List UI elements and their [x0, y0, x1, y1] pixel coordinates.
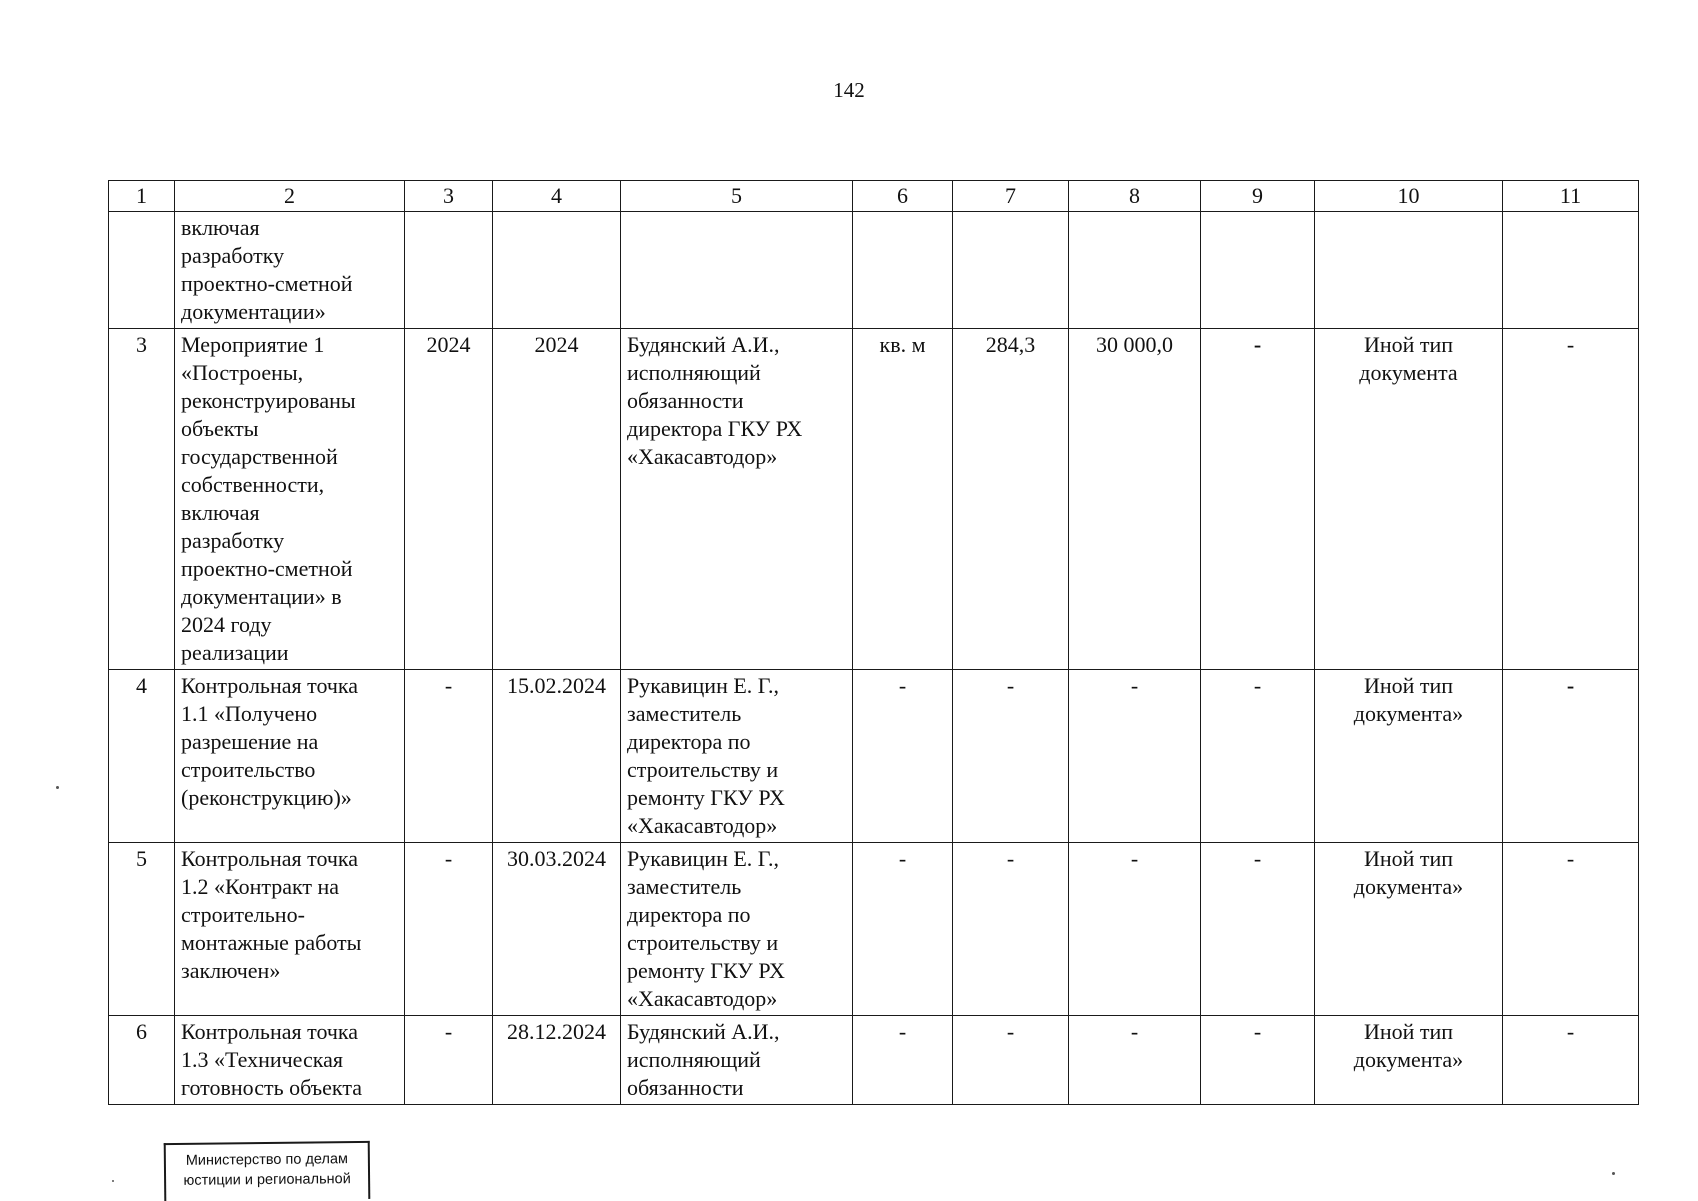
cell-empty: [1069, 212, 1201, 329]
header-cell: 6: [853, 181, 953, 212]
cell-col9: -: [1201, 1016, 1315, 1105]
cell-empty: [953, 212, 1069, 329]
cell-col11: -: [1503, 329, 1639, 670]
cell-responsible: Будянский А.И., исполняющий обязанности: [621, 1016, 853, 1105]
cell-col9: -: [1201, 329, 1315, 670]
cell-col11: -: [1503, 670, 1639, 843]
plan-table: [108, 180, 1639, 1105]
table-row: [109, 1016, 1639, 1105]
scan-speck: [112, 1180, 114, 1182]
stamp-line: юстиции и региональной: [183, 1171, 351, 1189]
table-row: [109, 670, 1639, 843]
cell-responsible: Будянский А.И., исполняющий обязанности директора ГКУ РХ «Хакасавтодор»: [621, 329, 853, 670]
table-row: [109, 843, 1639, 1016]
table-row: [109, 329, 1639, 670]
header-cell: 5: [621, 181, 853, 212]
cell-amount: -: [1069, 670, 1201, 843]
cell-date: 30.03.2024: [493, 843, 621, 1016]
header-cell: 7: [953, 181, 1069, 212]
cell-name: Контрольная точка 1.2 «Контракт на строительно- монтажные работы заключен»: [175, 843, 405, 1016]
cell-unit: -: [853, 843, 953, 1016]
cell-start-year: -: [405, 670, 493, 843]
cell-start-year: 2024: [405, 329, 493, 670]
cell-empty: [621, 212, 853, 329]
cell-num: 5: [109, 843, 175, 1016]
cell-doc-type: Иной тип документа»: [1315, 670, 1503, 843]
cell-date: 28.12.2024: [493, 1016, 621, 1105]
cell-date: 15.02.2024: [493, 670, 621, 843]
cell-amount: -: [1069, 843, 1201, 1016]
cell-unit: кв. м: [853, 329, 953, 670]
cell-date: 2024: [493, 329, 621, 670]
cell-name: включая разработку проектно-сметной документации»: [175, 212, 405, 329]
cell-name: Мероприятие 1 «Построены, реконструированы объекты государственной собственности, включая разработку проектно-сметной документации» в 2024 году реализации: [175, 329, 405, 670]
cell-value: -: [953, 1016, 1069, 1105]
cell-empty: [1315, 212, 1503, 329]
header-cell: 9: [1201, 181, 1315, 212]
cell-col9: -: [1201, 670, 1315, 843]
cell-doc-type: Иной тип документа: [1315, 329, 1503, 670]
scan-speck: [56, 786, 59, 789]
header-cell: 8: [1069, 181, 1201, 212]
cell-empty: [493, 212, 621, 329]
cell-amount: -: [1069, 1016, 1201, 1105]
cell-unit: -: [853, 1016, 953, 1105]
cell-num: 6: [109, 1016, 175, 1105]
cell-responsible: Рукавицин Е. Г., заместитель директора по строительству и ремонту ГКУ РХ «Хакасавтодор»: [621, 670, 853, 843]
header-cell: 2: [175, 181, 405, 212]
cell-col11: -: [1503, 843, 1639, 1016]
cell-empty: [1503, 212, 1639, 329]
cell-amount: 30 000,0: [1069, 329, 1201, 670]
cell-empty: [1201, 212, 1315, 329]
table-row-continuation: [109, 212, 1639, 329]
cell-num: 4: [109, 670, 175, 843]
cell-doc-type: Иной тип документа»: [1315, 843, 1503, 1016]
cell-value: 284,3: [953, 329, 1069, 670]
cell-col11: -: [1503, 1016, 1639, 1105]
cell-name: Контрольная точка 1.1 «Получено разрешение на строительство (реконструкцию)»: [175, 670, 405, 843]
cell-name: Контрольная точка 1.3 «Техническая готовность объекта: [175, 1016, 405, 1105]
header-cell: 10: [1315, 181, 1503, 212]
cell-unit: -: [853, 670, 953, 843]
cell-empty: [405, 212, 493, 329]
page-number: 142: [833, 78, 865, 102]
cell-col9: -: [1201, 843, 1315, 1016]
cell-start-year: -: [405, 1016, 493, 1105]
cell-start-year: -: [405, 843, 493, 1016]
table-header-row: [109, 181, 1639, 212]
cell-value: -: [953, 843, 1069, 1016]
stamp-line: Министерство по делам: [185, 1151, 349, 1169]
cell-value: -: [953, 670, 1069, 843]
scan-speck: [1612, 1172, 1615, 1175]
cell-empty: [853, 212, 953, 329]
header-cell: 11: [1503, 181, 1639, 212]
ministry-stamp: [164, 1141, 371, 1201]
header-cell: 3: [405, 181, 493, 212]
cell-num: [109, 212, 175, 329]
cell-num: 3: [109, 329, 175, 670]
cell-doc-type: Иной тип документа»: [1315, 1016, 1503, 1105]
header-cell: 1: [109, 181, 175, 212]
cell-responsible: Рукавицин Е. Г., заместитель директора по строительству и ремонту ГКУ РХ «Хакасавтодор»: [621, 843, 853, 1016]
header-cell: 4: [493, 181, 621, 212]
